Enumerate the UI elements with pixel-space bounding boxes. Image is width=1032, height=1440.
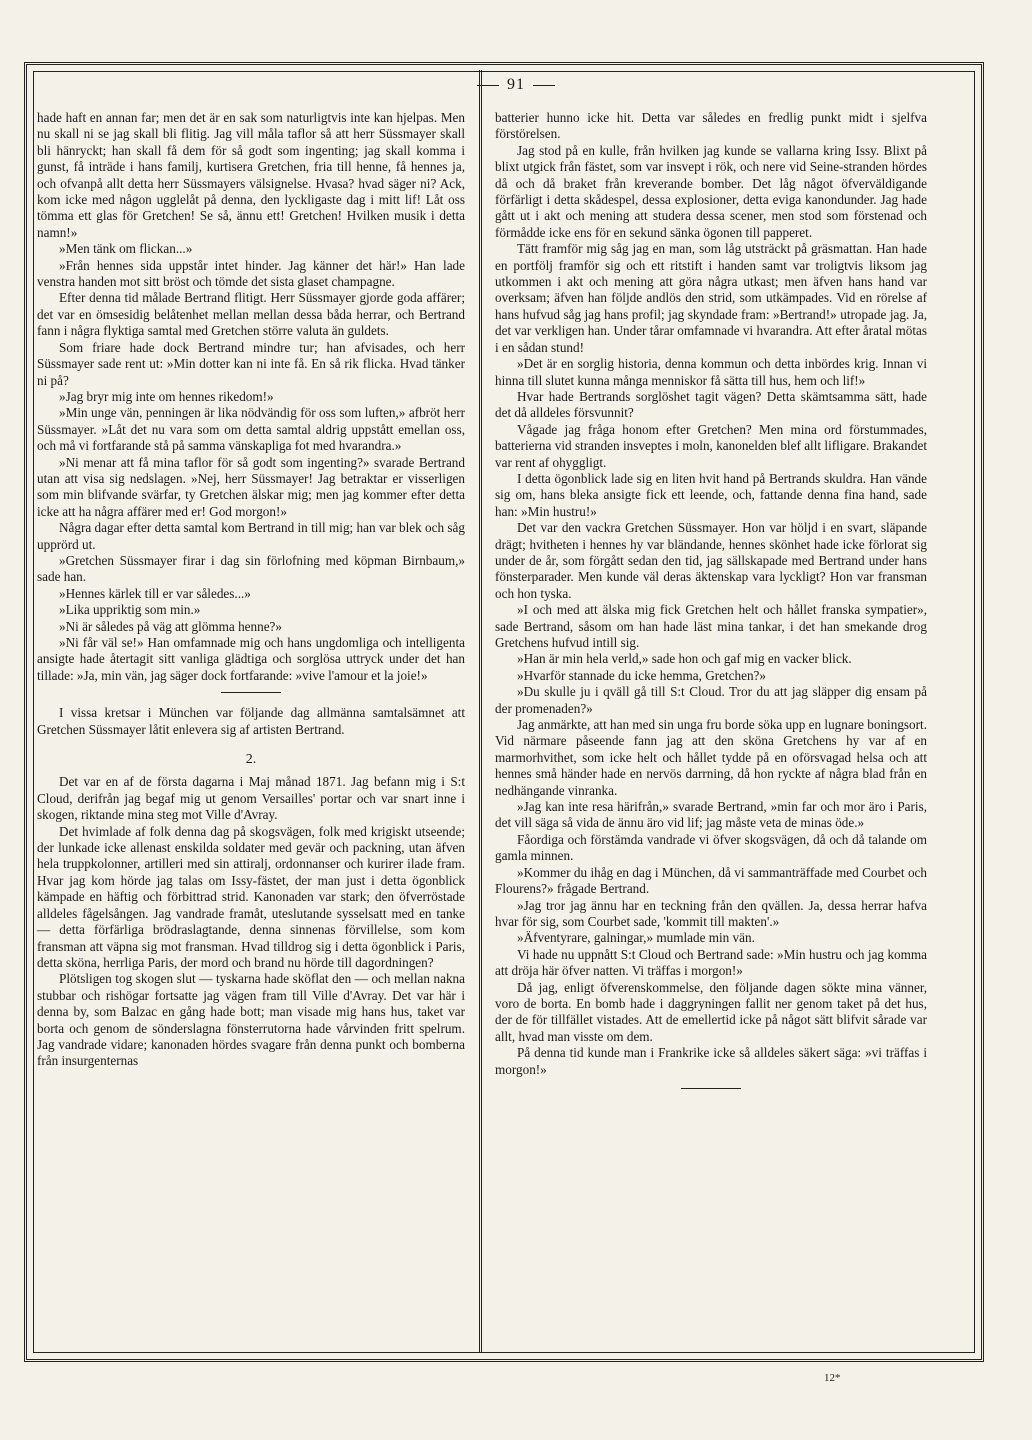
paragraph: »Jag bryr mig inte om hennes rikedom!» xyxy=(59,388,274,404)
page-number-header xyxy=(0,76,1032,94)
right-column xyxy=(495,110,927,1089)
paragraph: »Ni är således på väg att glömma henne?» xyxy=(59,618,283,634)
paragraph: »Ni menar att få mina taflor för så godt som ingenting?» svarade Bertrand utan att visa sig nedslagen. »Nej, herr Süssmayer! Jag betraktar er visserligen som min blifvande svärfar, ty Gretchen älskar mig; men jag kommer efter detta icke att ha några affärer med er! God morgon!» xyxy=(37,454,465,519)
paragraph: Då jag, enligt öfverenskommelse, den följande dagen sökte mina vänner, voro de borta. En bomb hade i daggryningen fallit ner genom taket på det hus, der de för tillfället vistades. Att de emellertid icke på något sätt blifvit sårade var allt, hvad man visste om dem. xyxy=(495,979,927,1044)
paragraph: Vågade jag fråga honom efter Gretchen? Men mina ord förstummades, batterierna vid stranden insveptes i moln, kanonelden blef allt lifligare. Brakandet var rent af ohyggligt. xyxy=(495,421,927,470)
paragraph: Det var den vackra Gretchen Süssmayer. Hon var höljd i en svart, släpande drägt; hvitheten i hennes hy var bländande, hennes skönhet hade icke förlorat sig under de år, som förgått sedan den tid, jag sällskapade med Bertrand under hans fönsterparader. Men kunde väl deras äktenskap vara lyckligt? Hon var fransman och hon tyska. xyxy=(495,520,927,601)
paragraph: Tätt framför mig såg jag en man, som låg utsträckt på gräsmattan. Han hade en portfölj framför sig och ett ritstift i handen samt var troligtvis liksom jag utkommen i akt och mening att göra några utkast; men äfven hans hand var overksam; äfven han följde andlös den strid, som utkämpades. Vid en rörelse af hans hufvud såg jag hans profil; jag skyndade fram: »Bertrand!» utropade jag. Ja, det var verkligen han. Under tårar omfamnade vi hvarandra. Att efter åratal mötas i en sådan stund! xyxy=(495,241,927,355)
paragraph: »Min unge vän, penningen är lika nödvändig för oss som luften,» afbröt herr Süssmayer. »Låt det nu vara som om detta samtal aldrig uppstått emellan oss, och må vi fortfarande stå på samma vänskapliga fot med hvarandra.» xyxy=(37,405,465,454)
paragraph: »Du skulle ju i qväll gå till S:t Cloud. Tror du att jag släpper dig ensam på der promenaden?» xyxy=(495,684,927,716)
paragraph: Jag anmärkte, att han med sin unga fru borde söka upp en lugnare boningsort. Vid närmare påseende fann jag att den sköna Gretchens hy var af en marmorhvithet, som icke helt och hållet tydde på en oförsvagad helsa och att hennes små händer hade en nervös darrning, då hon ryckte af några blad från en nedhängande vinranka. xyxy=(495,717,927,798)
paragraph: Hvar hade Bertrands sorglöshet tagit vägen? Detta skämtsamma sätt, hade det då alldeles försvunnit? xyxy=(495,388,927,421)
paragraph: Som friare hade dock Bertrand mindre tur; han afvisades, och herr Süssmayer sade rent ut: »Min dotter kan ni inte få. En så rik flicka. Hvad tänker ni på? xyxy=(37,339,465,388)
paragraph: »Gretchen Süssmayer firar i dag sin förlofning med köpman Birnbaum,» sade han. xyxy=(37,552,465,585)
left-column xyxy=(37,110,465,1070)
paragraph: Efter denna tid målade Bertrand flitigt. Herr Süssmayer gjorde goda affärer; det var en ömsesidig belåtenhet mellan mellan dessa båda herrar, och Bertrand fann i några flyktiga samtal med Gretchen större valuta än guldets. xyxy=(37,290,465,339)
paragraph: »Äfventyrare, galningar,» mumlade min vän. xyxy=(517,930,755,946)
paragraph: Det hvimlade af folk denna dag på skogsvägen, folk med krigiskt utseende; der lunkade icke allenast enskilda soldater med gevär och packning, utan äfven hela truppkolonner, artilleri med sin attiralj, ordonnanser och kurirer ilade fram. Hvar jag kom hörde jag talas om Issy-fästet, der man just i detta ögonblick kämpade en häftig och förbittrad strid. Kanonaden var stark; den öfverröstade alldeles fågelsången. Jag vandrade framåt, uteslutande sysselsatt med en tanke — detta förfärliga brödraslagtande, denna sinnenas förvillelse, som kom fransman att väpna sig mot fransman. Hvad tilldrog sig i detta ögonblick i Paris, detta sköna, herrliga Paris, der mord och brand nu hörde till dagordningen? xyxy=(37,823,465,970)
paragraph: »Men tänk om flickan...» xyxy=(59,241,193,257)
paragraph: »Det är en sorglig historia, denna kommun och detta inbördes krig. Innan vi hinna till slutet kunna många menniskor få sätta till hus, hem och lif!» xyxy=(495,356,927,388)
paragraph: Plötsligen tog skogen slut — tyskarna hade sköflat den — och mellan nakna stubbar och rishögar fortsatte jag vägen fram till Ville d'Avray. Det var här i denna by, som Balzac en gång hade bott; man visade mig hans hus, taket var borta och genom de sönderslagna fönsterrutorna hade vårvinden fritt spelrum. Jag vandrade vidare; kanonaden hördes svagare från denna punkt och bomberna från insurgenternas xyxy=(37,971,465,1069)
column-divider xyxy=(479,70,482,1353)
section-number: 2. xyxy=(245,752,257,768)
paragraph: »Jag tror jag ännu har en teckning från den qvällen. Ja, dessa herrar hafva hvar för sig, som Courbet sade, 'kommit till makten'.» xyxy=(495,897,927,929)
paragraph: Några dagar efter detta samtal kom Bertrand in till mig; han var blek och såg upprörd ut. xyxy=(37,520,465,552)
paragraph: »Kommer du ihåg en dag i München, då vi sammanträffade med Courbet och Flourens?» frågade Bertrand. xyxy=(495,864,927,897)
paragraph: »Hennes kärlek till er var således...» xyxy=(59,585,251,601)
section-rule xyxy=(221,692,281,693)
paragraph: »Hvarför stannade du icke hemma, Gretchen?» xyxy=(517,667,766,683)
page-number: 91 xyxy=(507,76,525,93)
paragraph: batterier hunno icke hit. Detta var således en fredlig punkt midt i sjelfva förstörelsen. xyxy=(495,110,927,142)
paragraph: »Ni får väl se!» Han omfamnade mig och hans ungdomliga och intelligenta ansigte hade återtagit sitt vanliga glädtiga och sorglösa uttryck under det han tillade: »Ja, min vän, jag säger dock fortfarande: »vive l'amour et la joie!» xyxy=(37,635,465,683)
paragraph: Det var en af de första dagarna i Maj månad 1871. Jag befann mig i S:t Cloud, derifrån jag begaf mig ut genom Versailles' portar och var snart inne i skogen, riktande mina steg mot Ville d'Avray. xyxy=(37,774,465,823)
paragraph: »Han är min hela verld,» sade hon och gaf mig en vacker blick. xyxy=(517,651,852,667)
paragraph: Fåordiga och förstämda vandrade vi öfver skogsvägen, då och då talande om gamla minnen. xyxy=(495,831,927,864)
paragraph: »I och med att älska mig fick Gretchen helt och hållet franska sympatier», sade Bertrand, såsom om han hade läst mina tankar, i det han smekande drog Gretchens hufvud intill sig. xyxy=(495,602,927,650)
paragraph: »Lika uppriktig som min.» xyxy=(59,602,201,618)
signature-mark: 12* xyxy=(824,1372,841,1384)
paragraph: »Jag kan inte resa härifrån,» svarade Bertrand, »min far och mor äro i Paris, det vill säga så vida de ännu äro vid lif; jag måste veta de minas öde.» xyxy=(495,799,927,831)
paragraph: hade haft en annan far; men det är en sak som naturligtvis inte kan hjelpas. Men nu skall ni se jag skall bli flitig. Jag vill måla taflor så att herr Süssmayer skall bli hänryckt; han skall få dem för så godt som ingenting; jag skall komma i gunst, få inträde i hans familj, kurtisera Gretchen, fria till henne, få hennes ja, och ofvanpå allt detta herr Süssmayers välsignelse. Hvasa? hvad säger ni? Ack, kom icke med någon ugglelåt på denna, den lyckligaste dag i mitt lif! Låt oss tömma ett glas för Gretchen! Se så, ännu ett! Gretchen! Hvilken musik i detta namn!» xyxy=(37,110,465,240)
paragraph: På denna tid kunde man i Frankrike icke så alldeles säkert säga: »vi träffas i morgon!» xyxy=(495,1045,927,1077)
page-number-dash-right xyxy=(533,85,555,86)
paragraph: »Från hennes sida uppstår intet hinder. Jag känner det här!» Han lade venstra handen mot sitt bröst och tömde det sista glaset champagne. xyxy=(37,257,465,290)
paragraph: I vissa kretsar i München var följande dag allmänna samtalsämnet att Gretchen Süssmayer låtit enlevera sig af artisten Bertrand. xyxy=(37,705,465,737)
paragraph: Vi hade nu uppnått S:t Cloud och Bertrand sade: »Min hustru och jag komma att dröja här öfver natten. Vi träffas i morgon!» xyxy=(495,946,927,979)
paragraph: Jag stod på en kulle, från hvilken jag kunde se vallarna kring Issy. Blixt på blixt utgick från fästet, som var insvept i rök, och nere vid Seine-stranden hördes då och då braket från kreverande bomber. Det låg något öfverväldigande förfärligt i detta skådespel, dessa explosioner, detta eviga kanondunder. Jag hade gått ut i akt och mening att studera dessa scener, men stod som förstenad och förmådde icke ens för en sekund sänka ögonen till papperet. xyxy=(495,142,927,240)
page-number-dash-left xyxy=(477,85,499,86)
end-rule xyxy=(681,1088,741,1089)
paragraph: I detta ögonblick lade sig en liten hvit hand på Bertrands skuldra. Han vände sig om, hans bleka ansigte fick ett leende, och, fattande denna fina hand, sade han: »Min hustru!» xyxy=(495,470,927,519)
